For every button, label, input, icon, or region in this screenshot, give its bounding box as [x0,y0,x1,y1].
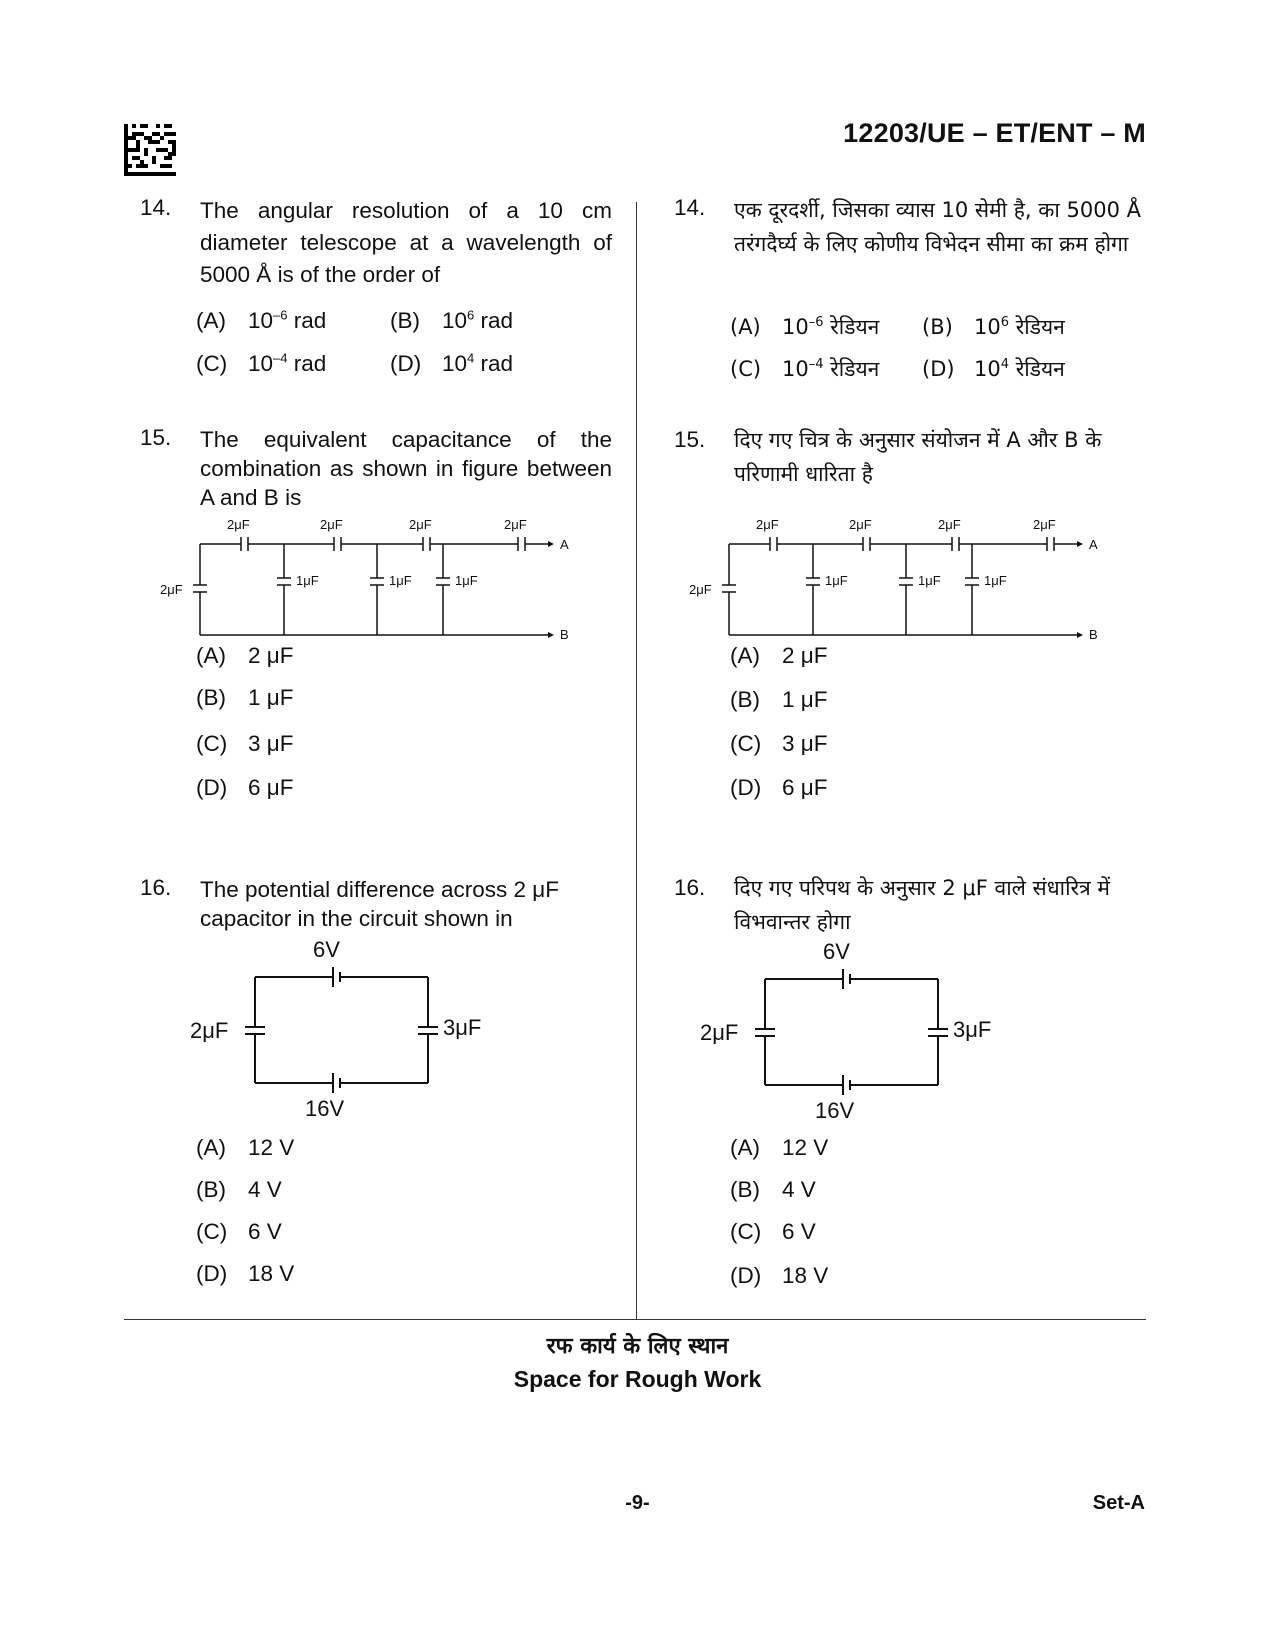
option-d: (D) 18 V [196,1261,295,1286]
shunt-cap-label: 1μF [296,573,319,588]
paper-code: 12203/UE – ET/ENT – M [843,118,1146,148]
option-d: (D) $10^4$ रेडियन [922,357,1065,381]
cap-3uf-label: 3μF [953,1017,992,1042]
battery-6v-label: 6V [823,939,850,964]
option-a: (A) 12 V [730,1135,829,1160]
option-b: (B) $10^6$ रेडियन [922,315,1065,339]
series-cap-label: 2μF [504,517,527,532]
question-number: 15. [140,425,172,450]
option-d: (D) 18 V [730,1263,829,1288]
question-number: 14. [140,195,172,220]
option-b: (B) $10^6$ rad [390,307,514,333]
option-a: (A) 2 μF [730,643,828,668]
question-number: 14. [674,195,706,220]
question-text: The potential difference across 2 μF capacitor in the circuit shown in [200,877,559,931]
shunt-cap-label: 1μF [918,573,941,588]
option-c: (C) $10^{-4}$ रेडियन [730,357,880,381]
shunt-cap-label: 2μF [160,582,183,597]
terminal-b-label: B [1089,627,1098,642]
question-text: The equivalent capacitance of the combination as shown in figure between A and B is [200,427,612,510]
question-text: दिए गए परिपथ के अनुसार 2 μF वाले संधारित्र में विभवान्तर होगा [734,876,1110,934]
option-c: (C) 6 V [196,1219,282,1244]
terminal-b-label: B [560,627,569,642]
footer-divider [124,1319,1146,1320]
option-d: (D) $10^4$ rad [390,350,514,376]
option-b: (B) 4 V [730,1177,816,1202]
terminal-a-label: A [560,537,569,552]
series-cap-label: 2μF [1033,517,1056,532]
option-d: (D) 6 μF [196,775,294,800]
series-cap-label: 2μF [938,517,961,532]
rough-work-heading: Space for Rough Work [513,1366,762,1392]
cap-3uf-label: 3μF [443,1015,482,1040]
option-b: (B) 1 μF [196,685,294,710]
terminal-a-label: A [1089,537,1098,552]
battery-16v-label: 16V [305,1096,345,1121]
set-label: Set-A [1092,1492,1145,1514]
question-text: दिए गए चित्र के अनुसार संयोजन में A और B के परिणामी धारिता है [734,428,1102,486]
capacitor-network-diagram [160,515,600,645]
option-a: (A) $10^{-6}$ रेडियन [730,315,880,339]
series-cap-label: 2μF [227,517,250,532]
question-text: The angular resolution of a 10 cm diameter telescope at a wavelength of 5000 Å is of the order of [200,198,612,287]
option-c: (C) 3 μF [730,731,828,756]
series-cap-label: 2μF [756,517,779,532]
page-number: -9- [625,1492,650,1514]
option-c: (C) $10^{-4}$ rad [196,350,327,376]
shunt-cap-label: 1μF [389,573,412,588]
series-cap-label: 2μF [320,517,343,532]
battery-capacitor-circuit [190,933,510,1123]
series-cap-label: 2μF [409,517,432,532]
option-b: (B) 1 μF [730,687,828,712]
option-d: (D) 6 μF [730,775,828,800]
shunt-cap-label: 1μF [455,573,478,588]
option-a: (A) 2 μF [196,643,294,668]
cap-2uf-label: 2μF [190,1018,229,1043]
shunt-cap-label: 1μF [984,573,1007,588]
cap-2uf-label: 2μF [700,1020,739,1045]
series-cap-label: 2μF [849,517,872,532]
option-b: (B) 4 V [196,1177,282,1202]
option-a: (A) $10^{-6}$ rad [196,307,327,333]
rough-work-heading-hi: रफ कार्य के लिए स्थान [546,1334,729,1359]
capacitor-network-diagram-hi [689,515,1129,645]
battery-capacitor-circuit-hi [700,935,1020,1125]
qr-code [124,124,176,176]
battery-16v-label: 16V [815,1098,855,1123]
question-text: एक दूरदर्शी, जिसका व्यास 10 सेमी है, का 5000 Å तरंगदैर्घ्य के लिए कोणीय विभेदन सीमा का क्रम होगा [734,198,1142,256]
question-number: 16. [140,875,172,900]
option-c: (C) 3 μF [196,731,294,756]
column-divider [636,202,637,1320]
battery-6v-label: 6V [313,937,340,962]
shunt-cap-label: 1μF [825,573,848,588]
option-c: (C) 6 V [730,1219,816,1244]
question-number: 16. [674,875,706,900]
shunt-cap-label: 2μF [689,582,712,597]
option-a: (A) 12 V [196,1135,295,1160]
question-number: 15. [674,427,706,452]
